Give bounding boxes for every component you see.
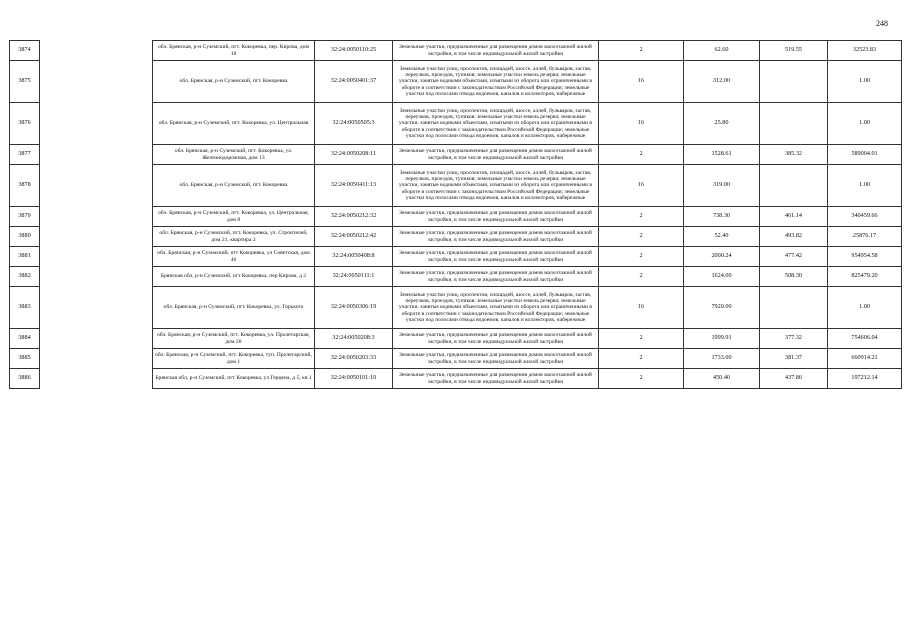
group-code-cell: 2 [599, 41, 684, 61]
rate-cell [760, 103, 828, 145]
table-row [10, 287, 902, 329]
rate-cell: 437.86 [760, 369, 828, 389]
row-id-cell: 3884 [10, 329, 40, 349]
gap-cell [40, 287, 153, 329]
address-cell: Брянская обл, р-н Суземский, пгт Кокоревка, ул Герцена, д 5, кв 1 [153, 369, 315, 389]
cadastral-number-cell: 32:24:0050208:3 [315, 329, 393, 349]
area-cell: 1624.00 [684, 267, 760, 287]
cadastral-number-cell: 32:24:0050111:1 [315, 267, 393, 287]
address-cell: обл. Брянская, р-н Суземский, пгт Кокоревка, ул Советская, дом 46 [153, 247, 315, 267]
rate-cell [760, 287, 828, 329]
address-cell: обл. Брянская, р-н Суземский, пгт. Кокоревка, ул. Центральная [153, 103, 315, 145]
row-id-cell: 3876 [10, 103, 40, 145]
address-cell: Брянская обл, р-н Суземский, пгт Кокоревка, пер Кирова, д 2 [153, 267, 315, 287]
cadastral-number-cell: 32:24:0050401:37 [315, 61, 393, 103]
land-use-type-cell: Земельные участки, предназначенные для размещения домов малоэтажной жилой застройки, в том числе индивидуальной жилой застройки [393, 247, 599, 267]
group-code-cell: 2 [599, 207, 684, 227]
table-row [10, 267, 902, 287]
cadastral-number-cell: 32:24:0050408:8 [315, 247, 393, 267]
gap-cell [40, 227, 153, 247]
gap-cell [40, 145, 153, 165]
gap-cell [40, 247, 153, 267]
table-row [10, 165, 902, 207]
row-id-cell: 3885 [10, 349, 40, 369]
cadastral-value-cell: 954954.58 [828, 247, 902, 267]
rate-cell: 385.32 [760, 145, 828, 165]
table-row [10, 103, 902, 145]
table-row [10, 329, 902, 349]
gap-cell [40, 329, 153, 349]
area-cell: 738.30 [684, 207, 760, 227]
cadastral-value-cell: 1.00 [828, 165, 902, 207]
row-id-cell: 3874 [10, 41, 40, 61]
address-cell: обл. Брянская, р-н Суземский, пгт. Кокоревка, ул. Строителей, дом 21, квартира 2 [153, 227, 315, 247]
group-code-cell: 2 [599, 227, 684, 247]
row-id-cell: 3879 [10, 207, 40, 227]
address-cell: обл. Брянская, р-н Суземский, пгт. Кокоревка, туп. Пролетарский, дом 1 [153, 349, 315, 369]
group-code-cell: 2 [599, 369, 684, 389]
area-cell: 25.80 [684, 103, 760, 145]
land-use-type-cell: Земельные участки, предназначенные для размещения домов малоэтажной жилой застройки, в том числе индивидуальной жилой застройки [393, 145, 599, 165]
group-code-cell: 16 [599, 287, 684, 329]
table-row [10, 145, 902, 165]
area-cell: 62.60 [684, 41, 760, 61]
address-cell: обл. Брянская, р-н Суземский, пгт. Кокоревка [153, 165, 315, 207]
page-number: 248 [876, 19, 888, 28]
land-use-type-cell: Земельные участки, предназначенные для размещения домов малоэтажной жилой застройки, в том числе индивидуальной жилой застройки [393, 267, 599, 287]
cadastral-value-cell: 1.00 [828, 61, 902, 103]
row-id-cell: 3881 [10, 247, 40, 267]
group-code-cell: 2 [599, 349, 684, 369]
land-use-type-cell: Земельные участки улиц, проспектов, площадей, шоссе, аллей, бульваров, застав, переулков, проездов, тупиков; земельные участки земель резерва; земельные участки, занятые водными объектами, изъятыми из оборота или ограниченными в обороте в соответствии с законодательством Российской Федерации; земельные участки под полосами отвода водоемов, каналов и коллекторов, набережные [393, 61, 599, 103]
rate-cell: 377.32 [760, 329, 828, 349]
group-code-cell: 2 [599, 145, 684, 165]
cadastral-number-cell: 32:24:0050203:33 [315, 349, 393, 369]
row-id-cell: 3883 [10, 287, 40, 329]
cadastral-number-cell: 32:24:0050306:19 [315, 287, 393, 329]
row-id-cell: 3880 [10, 227, 40, 247]
row-id-cell: 3886 [10, 369, 40, 389]
land-use-type-cell: Земельные участки, предназначенные для размещения домов малоэтажной жилой застройки, в том числе индивидуальной жилой застройки [393, 227, 599, 247]
rate-cell: 477.42 [760, 247, 828, 267]
cadastral-value-cell: 340459.66 [828, 207, 902, 227]
area-cell: 1733.00 [684, 349, 760, 369]
land-use-type-cell: Земельные участки улиц, проспектов, площадей, шоссе, аллей, бульваров, застав, переулков, проездов, тупиков; земельные участки земель резерва; земельные участки, занятые водными объектами, изъятыми из оборота или ограниченными в обороте в соответствии с законодательством Российской Федерации; земельные участки под полосами отвода водоемов, каналов и коллекторов, набережные [393, 287, 599, 329]
cadastral-number-cell: 32:24:0050208:11 [315, 145, 393, 165]
cadastral-number-cell: 32:24:0050505:3 [315, 103, 393, 145]
land-use-type-cell: Земельные участки улиц, проспектов, площадей, шоссе, аллей, бульваров, застав, переулков, проездов, тупиков; земельные участки земель резерва; земельные участки, занятые водными объектами, изъятыми из оборота или ограниченными в обороте в соответствии с законодательством Российской Федерации; земельные участки под полосами отвода водоемов, каналов и коллекторов, набережные [393, 103, 599, 145]
cadastral-value-cell: 197212.14 [828, 369, 902, 389]
area-cell: 1528.61 [684, 145, 760, 165]
gap-cell [40, 103, 153, 145]
group-code-cell: 2 [599, 329, 684, 349]
cadastral-number-cell: 32:24:0050212:32 [315, 207, 393, 227]
group-code-cell: 16 [599, 103, 684, 145]
cadastral-number-cell: 32:24:0050212:42 [315, 227, 393, 247]
cadastral-number-cell: 32:24:0050110:25 [315, 41, 393, 61]
table-row [10, 41, 902, 61]
gap-cell [40, 369, 153, 389]
cadastral-value-cell: 825479.20 [828, 267, 902, 287]
area-cell: 1999.91 [684, 329, 760, 349]
cadastral-value-cell: 25876.17 [828, 227, 902, 247]
rate-cell [760, 165, 828, 207]
group-code-cell: 2 [599, 267, 684, 287]
table-row [10, 207, 902, 227]
area-cell: 2000.24 [684, 247, 760, 267]
address-cell: обл. Брянская, р-н Суземский, пгт. Кокоревка, ул. Пролетарская, дом 28 [153, 329, 315, 349]
gap-cell [40, 349, 153, 369]
group-code-cell: 2 [599, 247, 684, 267]
rate-cell: 381.37 [760, 349, 828, 369]
cadastral-value-cell: 1.00 [828, 103, 902, 145]
rate-cell: 519.55 [760, 41, 828, 61]
row-id-cell: 3877 [10, 145, 40, 165]
cadastral-value-cell: 754606.04 [828, 329, 902, 349]
address-cell: обл. Брянская, р-н Суземский, пгт. Кокоревка, ул. Центральная, дом 8 [153, 207, 315, 227]
group-code-cell: 16 [599, 165, 684, 207]
table-row [10, 61, 902, 103]
area-cell: 52.40 [684, 227, 760, 247]
land-use-type-cell: Земельные участки, предназначенные для размещения домов малоэтажной жилой застройки, в том числе индивидуальной жилой застройки [393, 369, 599, 389]
table-row [10, 349, 902, 369]
address-cell: обл. Брянская, р-н Суземский, пгт. Кокоревка, ул. Железнодорожная, дом 13 [153, 145, 315, 165]
land-use-type-cell: Земельные участки улиц, проспектов, площадей, шоссе, аллей, бульваров, застав, переулков, проездов, тупиков; земельные участки земель резерва; земельные участки, занятые водными объектами, изъятыми из оборота или ограниченными в обороте в соответствии с законодательством Российской Федерации; земельные участки под полосами отвода водоемов, каналов и коллекторов, набережные [393, 165, 599, 207]
gap-cell [40, 41, 153, 61]
table-row [10, 247, 902, 267]
land-use-type-cell: Земельные участки, предназначенные для размещения домов малоэтажной жилой застройки, в том числе индивидуальной жилой застройки [393, 329, 599, 349]
row-id-cell: 3882 [10, 267, 40, 287]
group-code-cell: 16 [599, 61, 684, 103]
table-row [10, 369, 902, 389]
land-use-type-cell: Земельные участки, предназначенные для размещения домов малоэтажной жилой застройки, в том числе индивидуальной жилой застройки [393, 349, 599, 369]
address-cell: обл. Брянская, р-н Суземский, пгт. Кокоревка, пер. Кирова, дом 18 [153, 41, 315, 61]
address-cell: обл. Брянская, р-н Суземский, пгт. Кокоревка, ул. Горького [153, 287, 315, 329]
cadastral-value-cell: 589004.01 [828, 145, 902, 165]
row-id-cell: 3875 [10, 61, 40, 103]
cadastral-number-cell: 32:24:0050411:13 [315, 165, 393, 207]
cadastral-value-cell: 32523.83 [828, 41, 902, 61]
land-registry-table [9, 40, 902, 389]
area-cell: 450.40 [684, 369, 760, 389]
rate-cell: 493.82 [760, 227, 828, 247]
gap-cell [40, 165, 153, 207]
area-cell: 312.00 [684, 61, 760, 103]
rate-cell: 508.30 [760, 267, 828, 287]
area-cell: 7920.00 [684, 287, 760, 329]
cadastral-value-cell: 1.00 [828, 287, 902, 329]
land-use-type-cell: Земельные участки, предназначенные для размещения домов малоэтажной жилой застройки, в том числе индивидуальной жилой застройки [393, 207, 599, 227]
gap-cell [40, 61, 153, 103]
gap-cell [40, 207, 153, 227]
gap-cell [40, 267, 153, 287]
rate-cell [760, 61, 828, 103]
area-cell: 319.00 [684, 165, 760, 207]
row-id-cell: 3878 [10, 165, 40, 207]
cadastral-value-cell: 660914.21 [828, 349, 902, 369]
table-row [10, 227, 902, 247]
land-use-type-cell: Земельные участки, предназначенные для размещения домов малоэтажной жилой застройки, в том числе индивидуальной жилой застройки [393, 41, 599, 61]
address-cell: обл. Брянская, р-н Суземский, пгт. Кокоревка [153, 61, 315, 103]
cadastral-number-cell: 32:24:0050101:10 [315, 369, 393, 389]
rate-cell: 461.14 [760, 207, 828, 227]
